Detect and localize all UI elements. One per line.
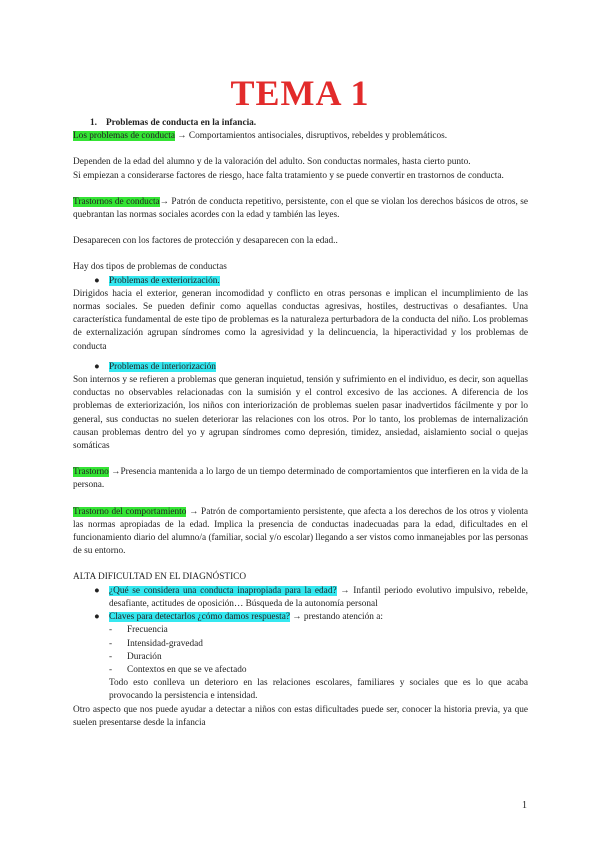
dash-icon: - [109, 651, 113, 662]
bullet-icon: ● [94, 275, 100, 286]
dash-item: - Contextos en que se ve afectado [73, 664, 528, 677]
page-title: TEMA 1 [230, 73, 370, 113]
paragraph: Dependen de la edad del alumno y de la valoración del adulto. Son conductas normales, hasta cierto punto. [73, 157, 471, 168]
bullet-icon: ● [94, 585, 100, 596]
bullet-icon: ● [94, 361, 100, 372]
bullet-item [73, 361, 528, 374]
paragraph: Si empiezan a considerarse factores de riesgo, hace falta tratamiento y se puede convertir en trastornos de conducta. [73, 170, 504, 181]
bullet-icon: ● [94, 612, 100, 623]
highlighted-term: Problemas de interiorización [109, 361, 216, 372]
highlighted-term: Los problemas de conducta [73, 131, 175, 142]
highlighted-term: Problemas de exteriorización. [109, 275, 220, 286]
highlighted-term: Trastorno del comportamiento [73, 506, 187, 517]
dash-item: - Frecuencia [73, 624, 528, 637]
paragraph: Otro aspecto que nos puede ayudar a detectar a niños con estas dificultades puede ser, conocer la historia previa, ya que suelen presentarse desde la infancia [73, 704, 528, 728]
paragraph: Dirigidos hacia el exterior, generan incomodidad y conflicto en otras personas e implican el incumplimiento de las normas sociales. Se pueden definir como aquellas conductas agresivas, hostiles, destructivas o desafiantes. Una característica fundamental de este tipo de problemas es la naturaleza perturbadora de la conducta del niño. Los problemas de externalización agrupan síndromes como la agresividad y la delincuencia, la hiperactividad y los problemas de conducta [73, 288, 528, 352]
section-heading [73, 117, 528, 130]
subheading: ALTA DIFICULTAD EN EL DIAGNÓSTICO [73, 572, 247, 583]
highlighted-term: Claves para detectarlos ¿cómo damos respuesta? [109, 612, 290, 623]
paragraph: Desaparecen con los factores de protección y desaparecen con la edad.. [73, 236, 338, 247]
definition-trastornos-conducta: Trastornos de conducta→ Patrón de conducta repetitivo, persistente, con el que se violan los derechos básicos de otros, se quebrantan las normas sociales acordes con la edad y también las leyes. [73, 196, 528, 221]
bullet-item: ● Claves para detectarlos ¿cómo damos respuesta? → prestando atención a: [73, 611, 528, 624]
dash-icon: - [109, 625, 113, 636]
section-number: 1. [90, 118, 97, 128]
dash-icon: - [109, 638, 113, 649]
dash-icon: - [109, 664, 113, 675]
page-number: 1 [522, 800, 527, 811]
document-body [73, 117, 528, 730]
bullet-item [73, 275, 528, 288]
highlighted-term: Trastorno [73, 467, 109, 478]
definition-trastorno-comportamiento: Trastorno del comportamiento → Patrón de comportamiento persistente, que afecta a los derechos de los otros y violenta las normas apropiadas de la edad. Implica la presencia de conductas inadecuadas para la edad, dificultades en el funcionamiento diario del alumno/a (familiar, social y/o escolar) llegando a ser vistos como inmanejables por las personas de su entorno. [73, 506, 528, 557]
section-heading-text: Problemas de conducta en la infancia. [106, 118, 257, 128]
definition-trastorno: Trastorno →Presencia mantenida a lo largo de un tiempo determinado de comportamientos que interfieren en la vida de la persona. [73, 467, 528, 491]
paragraph: Todo esto conlleva un deterioro en las relaciones escolares, familiares y sociales que es lo que acaba provocando la persistencia e intensidad. [109, 678, 528, 702]
bullet-item: ● ¿Qué se considera una conducta inapropiada para la edad? → Infantil periodo evolutivo impulsivo, rebelde, desafiante, actitudes de oposición… Búsqueda de la autonomía personal [94, 585, 528, 609]
highlighted-term: Trastornos de conducta [73, 196, 160, 207]
paragraph: Hay dos tipos de problemas de conductas [73, 262, 227, 273]
definition-problemas-conducta: Los problemas de conducta → Comportamientos antisociales, disruptivos, rebeldes y problemáticos. [73, 131, 448, 142]
paragraph: Son internos y se refieren a problemas que generan inquietud, tensión y sufrimiento en el individuo, es decir, son aquellas conductas no observables relacionadas con la sumisión y el control excesivo de las acciones. A diferencia de los problemas de exteriorización, los niños con interiorización de problemas suelen pasar inadvertidos fácilmente y por lo general, sus conductas no suelen deteriorar las relaciones con los otros. Por lo tanto, los problemas de internalización causan problemas dentro del yo y agrupan síndromes como depresión, timidez, ansiedad, aislamiento social o quejas somáticas [73, 375, 528, 452]
dash-item: - Intensidad-gravedad [73, 638, 528, 651]
highlighted-term: ¿Qué se considera una conducta inapropiada para la edad? [109, 585, 337, 596]
dash-item: - Duración [73, 651, 528, 664]
